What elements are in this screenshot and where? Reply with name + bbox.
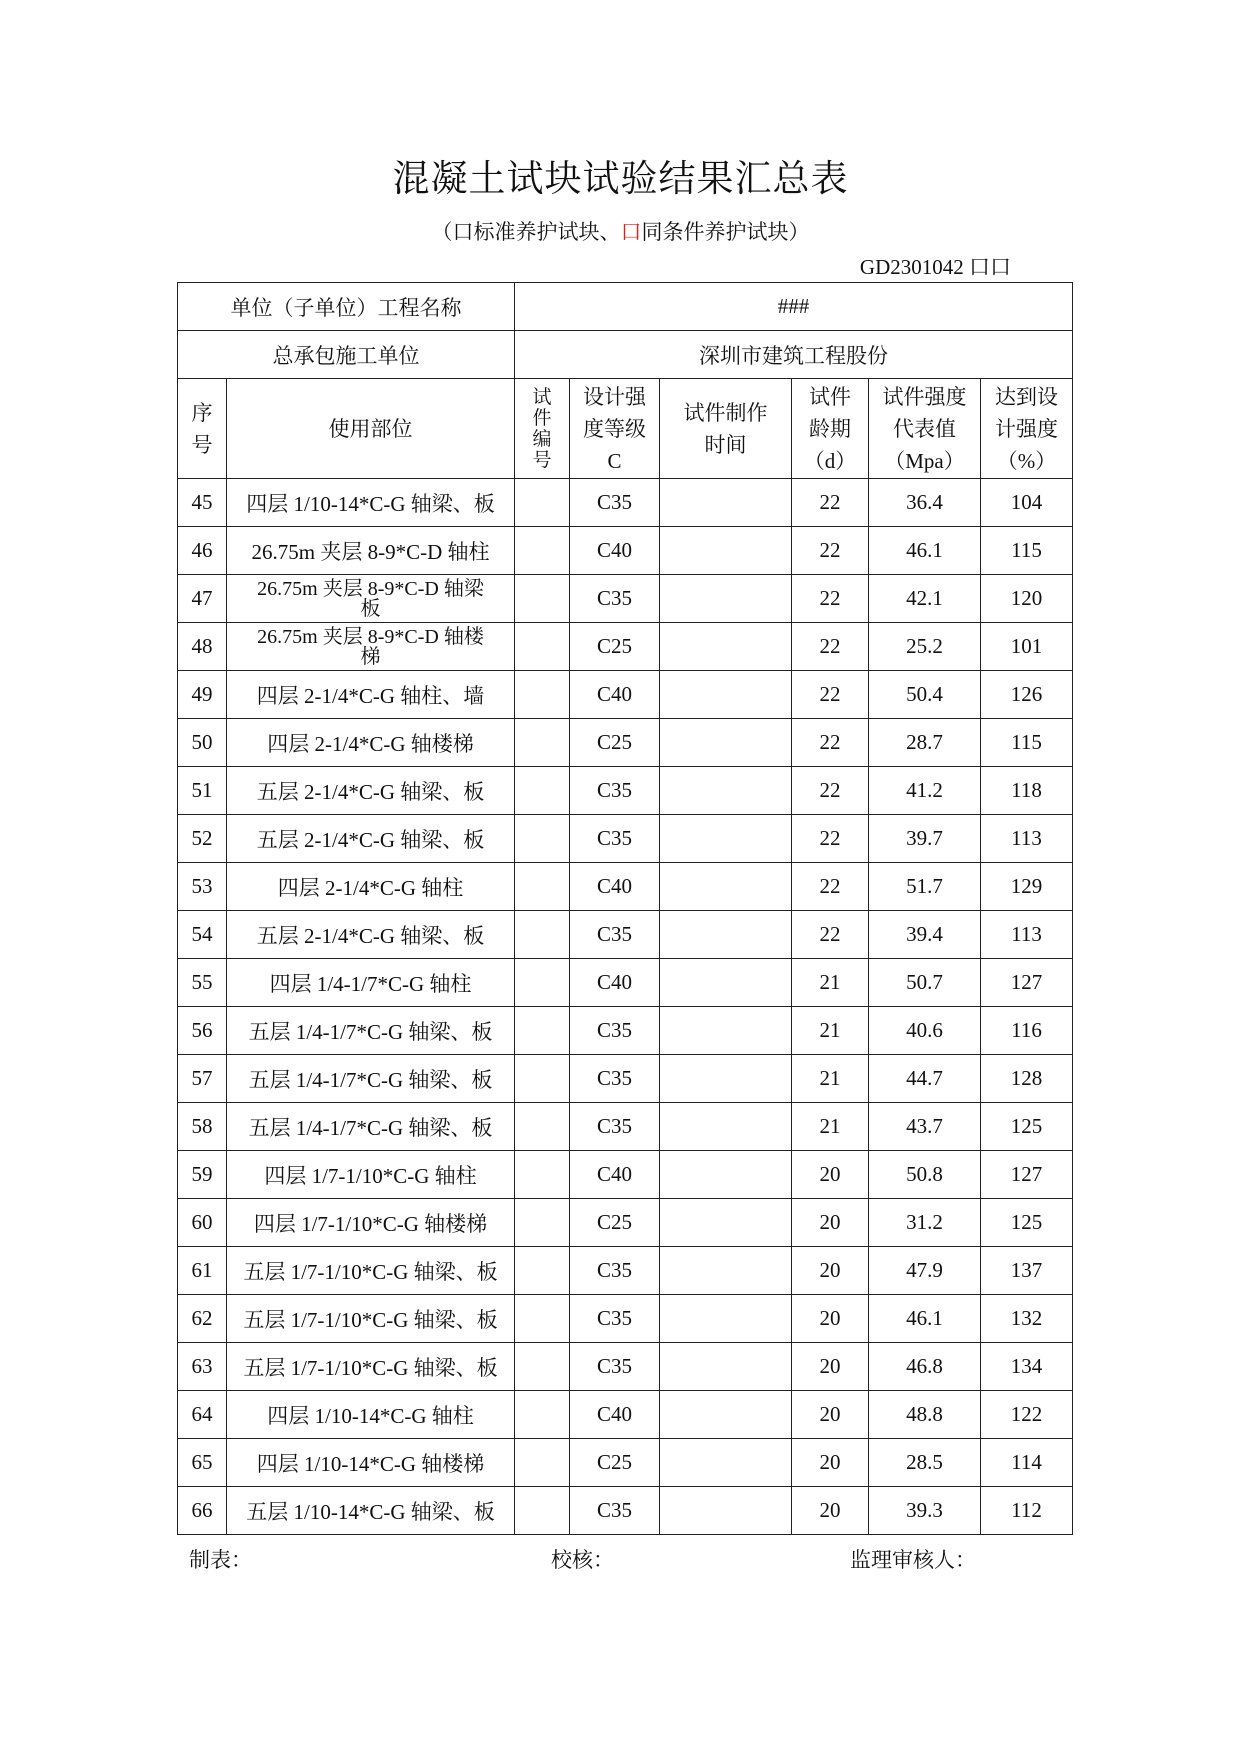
table-row <box>178 575 1073 623</box>
table-row <box>178 1439 1073 1487</box>
row-specimen-no <box>515 719 570 767</box>
table-row <box>178 815 1073 863</box>
row-seq: 47 <box>178 575 227 623</box>
row-grade: C25 <box>570 1199 660 1247</box>
row-seq: 60 <box>178 1199 227 1247</box>
row-percent: 127 <box>981 959 1073 1007</box>
row-made-time <box>660 575 792 623</box>
row-specimen-no <box>515 1343 570 1391</box>
header-age-line: 试件 <box>809 384 851 409</box>
row-location: 四层 1/10-14*C-G 轴梁、板 <box>227 479 515 527</box>
row-made-time <box>660 671 792 719</box>
row-strength: 39.7 <box>869 815 981 863</box>
row-strength: 51.7 <box>869 863 981 911</box>
row-seq: 45 <box>178 479 227 527</box>
same-condition-label: 同条件养护试块） <box>641 220 810 244</box>
row-specimen-no <box>515 1487 570 1535</box>
document-code: GD2301042 口口 <box>859 255 1011 279</box>
row-age: 20 <box>792 1343 869 1391</box>
row-percent: 116 <box>981 1007 1073 1055</box>
table-row <box>178 1103 1073 1151</box>
row-seq: 64 <box>178 1391 227 1439</box>
row-seq: 61 <box>178 1247 227 1295</box>
row-age: 22 <box>792 815 869 863</box>
row-percent: 118 <box>981 767 1073 815</box>
row-location: 五层 2-1/4*C-G 轴梁、板 <box>227 767 515 815</box>
supervisor-label: 监理审核人： <box>850 1548 976 1572</box>
row-location: 26.75m 夹层 8-9*C-D 轴柱 <box>227 527 515 575</box>
row-location: 五层 2-1/4*C-G 轴梁、板 <box>227 911 515 959</box>
row-specimen-no <box>515 815 570 863</box>
row-made-time <box>660 1103 792 1151</box>
row-seq: 63 <box>178 1343 227 1391</box>
row-percent: 113 <box>981 911 1073 959</box>
row-made-time <box>660 959 792 1007</box>
row-age: 22 <box>792 479 869 527</box>
row-specimen-no <box>515 1103 570 1151</box>
prepared-by-label: 制表： <box>189 1548 252 1572</box>
header-percent <box>981 379 1073 479</box>
table-row <box>178 1295 1073 1343</box>
row-percent: 125 <box>981 1103 1073 1151</box>
row-made-time <box>660 1055 792 1103</box>
row-age: 22 <box>792 623 869 671</box>
row-age: 21 <box>792 959 869 1007</box>
row-age: 21 <box>792 1007 869 1055</box>
row-grade: C35 <box>570 1295 660 1343</box>
row-percent: 129 <box>981 863 1073 911</box>
row-specimen-no <box>515 1295 570 1343</box>
row-location: 五层 1/7-1/10*C-G 轴梁、板 <box>227 1295 515 1343</box>
row-seq: 53 <box>178 863 227 911</box>
row-age: 22 <box>792 527 869 575</box>
row-strength: 43.7 <box>869 1103 981 1151</box>
row-specimen-no <box>515 1151 570 1199</box>
row-seq: 48 <box>178 623 227 671</box>
contractor-value: 深圳市建筑工程股份 <box>515 331 1073 379</box>
row-made-time <box>660 1151 792 1199</box>
row-made-time <box>660 1199 792 1247</box>
header-strength-line: 代表值 <box>893 416 956 441</box>
table-row <box>178 959 1073 1007</box>
row-grade: C35 <box>570 911 660 959</box>
header-age <box>792 379 869 479</box>
row-strength: 39.3 <box>869 1487 981 1535</box>
row-strength: 46.1 <box>869 527 981 575</box>
header-strength-line: （Mpa） <box>884 448 965 473</box>
row-specimen-no <box>515 911 570 959</box>
row-specimen-no <box>515 1391 570 1439</box>
row-seq: 55 <box>178 959 227 1007</box>
row-age: 22 <box>792 911 869 959</box>
row-location: 四层 2-1/4*C-G 轴柱 <box>227 863 515 911</box>
row-grade: C40 <box>570 863 660 911</box>
row-percent: 126 <box>981 671 1073 719</box>
row-strength: 31.2 <box>869 1199 981 1247</box>
row-specimen-no <box>515 863 570 911</box>
row-specimen-no <box>515 527 570 575</box>
row-strength: 36.4 <box>869 479 981 527</box>
row-percent: 114 <box>981 1439 1073 1487</box>
same-condition-checkbox[interactable]: 口 <box>620 220 642 244</box>
row-made-time <box>660 1439 792 1487</box>
header-seq-line: 序 <box>191 400 213 425</box>
header-seq <box>178 379 227 479</box>
header-percent-line: 达到设 <box>995 384 1059 409</box>
row-strength: 46.1 <box>869 1295 981 1343</box>
row-location: 五层 1/7-1/10*C-G 轴梁、板 <box>227 1343 515 1391</box>
row-grade: C40 <box>570 527 660 575</box>
table-row <box>178 1487 1073 1535</box>
row-seq: 59 <box>178 1151 227 1199</box>
row-made-time <box>660 815 792 863</box>
checked-by-label: 校核： <box>551 1548 614 1572</box>
row-grade: C25 <box>570 1439 660 1487</box>
header-specimen-no <box>515 379 570 479</box>
row-strength: 48.8 <box>869 1391 981 1439</box>
row-grade: C35 <box>570 767 660 815</box>
header-specimen-no-line: 编 <box>532 428 552 450</box>
table-row <box>178 1055 1073 1103</box>
header-location: 使用部位 <box>227 379 515 479</box>
row-location: 五层 1/10-14*C-G 轴梁、板 <box>227 1487 515 1535</box>
row-made-time <box>660 863 792 911</box>
row-grade: C35 <box>570 1487 660 1535</box>
row-specimen-no <box>515 623 570 671</box>
table-row <box>178 671 1073 719</box>
row-specimen-no <box>515 575 570 623</box>
row-percent: 127 <box>981 1151 1073 1199</box>
row-specimen-no <box>515 1247 570 1295</box>
row-percent: 122 <box>981 1391 1073 1439</box>
subtitle-open-paren: （ <box>431 220 453 244</box>
row-location: 四层 1/7-1/10*C-G 轴柱 <box>227 1151 515 1199</box>
row-made-time <box>660 911 792 959</box>
table-row <box>178 1391 1073 1439</box>
row-strength: 25.2 <box>869 623 981 671</box>
row-specimen-no <box>515 671 570 719</box>
row-seq: 51 <box>178 767 227 815</box>
row-percent: 128 <box>981 1055 1073 1103</box>
standard-curing-checkbox[interactable]: 口 <box>452 220 474 244</box>
project-name-label: 单位（子单位）工程名称 <box>178 283 515 331</box>
row-made-time <box>660 1295 792 1343</box>
row-specimen-no <box>515 479 570 527</box>
row-strength: 39.4 <box>869 911 981 959</box>
header-grade-line: C <box>607 448 622 473</box>
row-made-time <box>660 1487 792 1535</box>
row-grade: C40 <box>570 959 660 1007</box>
row-specimen-no <box>515 1055 570 1103</box>
row-grade: C40 <box>570 1151 660 1199</box>
row-location: 四层 1/7-1/10*C-G 轴楼梯 <box>227 1199 515 1247</box>
table-row <box>178 1199 1073 1247</box>
row-location-line: 26.75m 夹层 8-9*C-D 轴梁 <box>257 577 484 600</box>
row-seq: 62 <box>178 1295 227 1343</box>
header-strength-line: 试件强度 <box>882 384 967 409</box>
row-seq: 66 <box>178 1487 227 1535</box>
row-strength: 47.9 <box>869 1247 981 1295</box>
row-seq: 49 <box>178 671 227 719</box>
page-title: 混凝土试块试验结果汇总表 <box>392 159 849 200</box>
row-seq: 54 <box>178 911 227 959</box>
row-location: 四层 2-1/4*C-G 轴楼梯 <box>227 719 515 767</box>
row-strength: 42.1 <box>869 575 981 623</box>
row-made-time <box>660 1247 792 1295</box>
row-percent: 104 <box>981 479 1073 527</box>
table-row <box>178 479 1073 527</box>
row-percent: 132 <box>981 1295 1073 1343</box>
row-age: 22 <box>792 863 869 911</box>
page-subtitle <box>0 219 1241 245</box>
row-grade: C35 <box>570 1007 660 1055</box>
header-specimen-no-line: 号 <box>532 449 552 471</box>
project-name-value: ### <box>515 283 1073 331</box>
header-made-time <box>660 379 792 479</box>
row-location: 五层 1/4-1/7*C-G 轴梁、板 <box>227 1055 515 1103</box>
row-seq: 56 <box>178 1007 227 1055</box>
row-percent: 113 <box>981 815 1073 863</box>
row-location: 四层 2-1/4*C-G 轴柱、墙 <box>227 671 515 719</box>
row-location-line: 梯 <box>360 645 381 668</box>
table-row <box>178 767 1073 815</box>
row-location <box>227 575 515 623</box>
row-made-time <box>660 1343 792 1391</box>
table-row <box>178 863 1073 911</box>
row-seq: 58 <box>178 1103 227 1151</box>
row-grade: C35 <box>570 1247 660 1295</box>
results-table <box>177 282 1073 1535</box>
row-grade: C35 <box>570 1103 660 1151</box>
row-age: 20 <box>792 1247 869 1295</box>
header-age-line: （d） <box>803 448 857 473</box>
row-strength: 50.4 <box>869 671 981 719</box>
row-made-time <box>660 479 792 527</box>
row-seq: 46 <box>178 527 227 575</box>
header-made-time-line: 试件制作 <box>683 400 768 425</box>
table-row <box>178 527 1073 575</box>
row-grade: C40 <box>570 671 660 719</box>
row-seq: 52 <box>178 815 227 863</box>
row-age: 21 <box>792 1103 869 1151</box>
table-row <box>178 1247 1073 1295</box>
row-location-line: 26.75m 夹层 8-9*C-D 轴楼 <box>257 625 484 648</box>
row-location: 四层 1/10-14*C-G 轴柱 <box>227 1391 515 1439</box>
table-row <box>178 1007 1073 1055</box>
row-strength: 50.8 <box>869 1151 981 1199</box>
row-age: 20 <box>792 1199 869 1247</box>
table-row <box>178 719 1073 767</box>
row-made-time <box>660 719 792 767</box>
row-age: 21 <box>792 1055 869 1103</box>
row-made-time <box>660 1007 792 1055</box>
row-percent: 101 <box>981 623 1073 671</box>
column-header-row <box>178 379 1073 479</box>
row-percent: 120 <box>981 575 1073 623</box>
row-specimen-no <box>515 767 570 815</box>
row-age: 20 <box>792 1439 869 1487</box>
header-grade-line: 设计强 <box>583 384 646 409</box>
row-age: 20 <box>792 1487 869 1535</box>
row-made-time <box>660 767 792 815</box>
row-location: 五层 1/4-1/7*C-G 轴梁、板 <box>227 1103 515 1151</box>
header-specimen-no-line: 试 <box>532 386 552 408</box>
header-grade-line: 度等级 <box>583 416 646 441</box>
header-grade <box>570 379 660 479</box>
row-age: 22 <box>792 575 869 623</box>
row-grade: C35 <box>570 815 660 863</box>
header-specimen-no-line: 件 <box>532 407 552 429</box>
row-strength: 46.8 <box>869 1343 981 1391</box>
row-age: 22 <box>792 719 869 767</box>
row-seq: 50 <box>178 719 227 767</box>
row-percent: 137 <box>981 1247 1073 1295</box>
row-grade: C35 <box>570 479 660 527</box>
project-name-row <box>178 283 1073 331</box>
row-grade: C25 <box>570 719 660 767</box>
row-location <box>227 623 515 671</box>
row-strength: 28.5 <box>869 1439 981 1487</box>
row-seq: 65 <box>178 1439 227 1487</box>
row-location: 四层 1/10-14*C-G 轴楼梯 <box>227 1439 515 1487</box>
row-strength: 40.6 <box>869 1007 981 1055</box>
row-percent: 112 <box>981 1487 1073 1535</box>
standard-curing-label: 标准养护试块、 <box>473 220 621 244</box>
header-age-line: 龄期 <box>809 416 851 441</box>
row-age: 20 <box>792 1391 869 1439</box>
row-percent: 115 <box>981 719 1073 767</box>
row-location: 五层 1/4-1/7*C-G 轴梁、板 <box>227 1007 515 1055</box>
row-made-time <box>660 1391 792 1439</box>
row-location: 五层 2-1/4*C-G 轴梁、板 <box>227 815 515 863</box>
row-specimen-no <box>515 1199 570 1247</box>
contractor-label: 总承包施工单位 <box>178 331 515 379</box>
contractor-row <box>178 331 1073 379</box>
row-location: 四层 1/4-1/7*C-G 轴柱 <box>227 959 515 1007</box>
row-specimen-no <box>515 1439 570 1487</box>
header-percent-line: （%） <box>996 448 1057 473</box>
row-strength: 28.7 <box>869 719 981 767</box>
row-grade: C35 <box>570 1343 660 1391</box>
row-made-time <box>660 527 792 575</box>
row-grade: C35 <box>570 1055 660 1103</box>
row-strength: 44.7 <box>869 1055 981 1103</box>
row-percent: 125 <box>981 1199 1073 1247</box>
row-location-line: 板 <box>360 597 381 620</box>
row-grade: C25 <box>570 623 660 671</box>
row-made-time <box>660 623 792 671</box>
row-strength: 41.2 <box>869 767 981 815</box>
row-age: 22 <box>792 671 869 719</box>
table-row <box>178 1151 1073 1199</box>
row-specimen-no <box>515 1007 570 1055</box>
header-strength <box>869 379 981 479</box>
row-grade: C35 <box>570 575 660 623</box>
header-seq-line: 号 <box>191 432 213 457</box>
header-percent-line: 计强度 <box>995 416 1059 441</box>
header-made-time-line: 时间 <box>704 432 747 457</box>
table-row <box>178 1343 1073 1391</box>
row-specimen-no <box>515 959 570 1007</box>
row-percent: 115 <box>981 527 1073 575</box>
row-age: 20 <box>792 1295 869 1343</box>
row-percent: 134 <box>981 1343 1073 1391</box>
row-age: 20 <box>792 1151 869 1199</box>
table-row <box>178 623 1073 671</box>
row-grade: C40 <box>570 1391 660 1439</box>
table-row <box>178 911 1073 959</box>
row-strength: 50.7 <box>869 959 981 1007</box>
row-location: 五层 1/7-1/10*C-G 轴梁、板 <box>227 1247 515 1295</box>
row-age: 22 <box>792 767 869 815</box>
row-seq: 57 <box>178 1055 227 1103</box>
